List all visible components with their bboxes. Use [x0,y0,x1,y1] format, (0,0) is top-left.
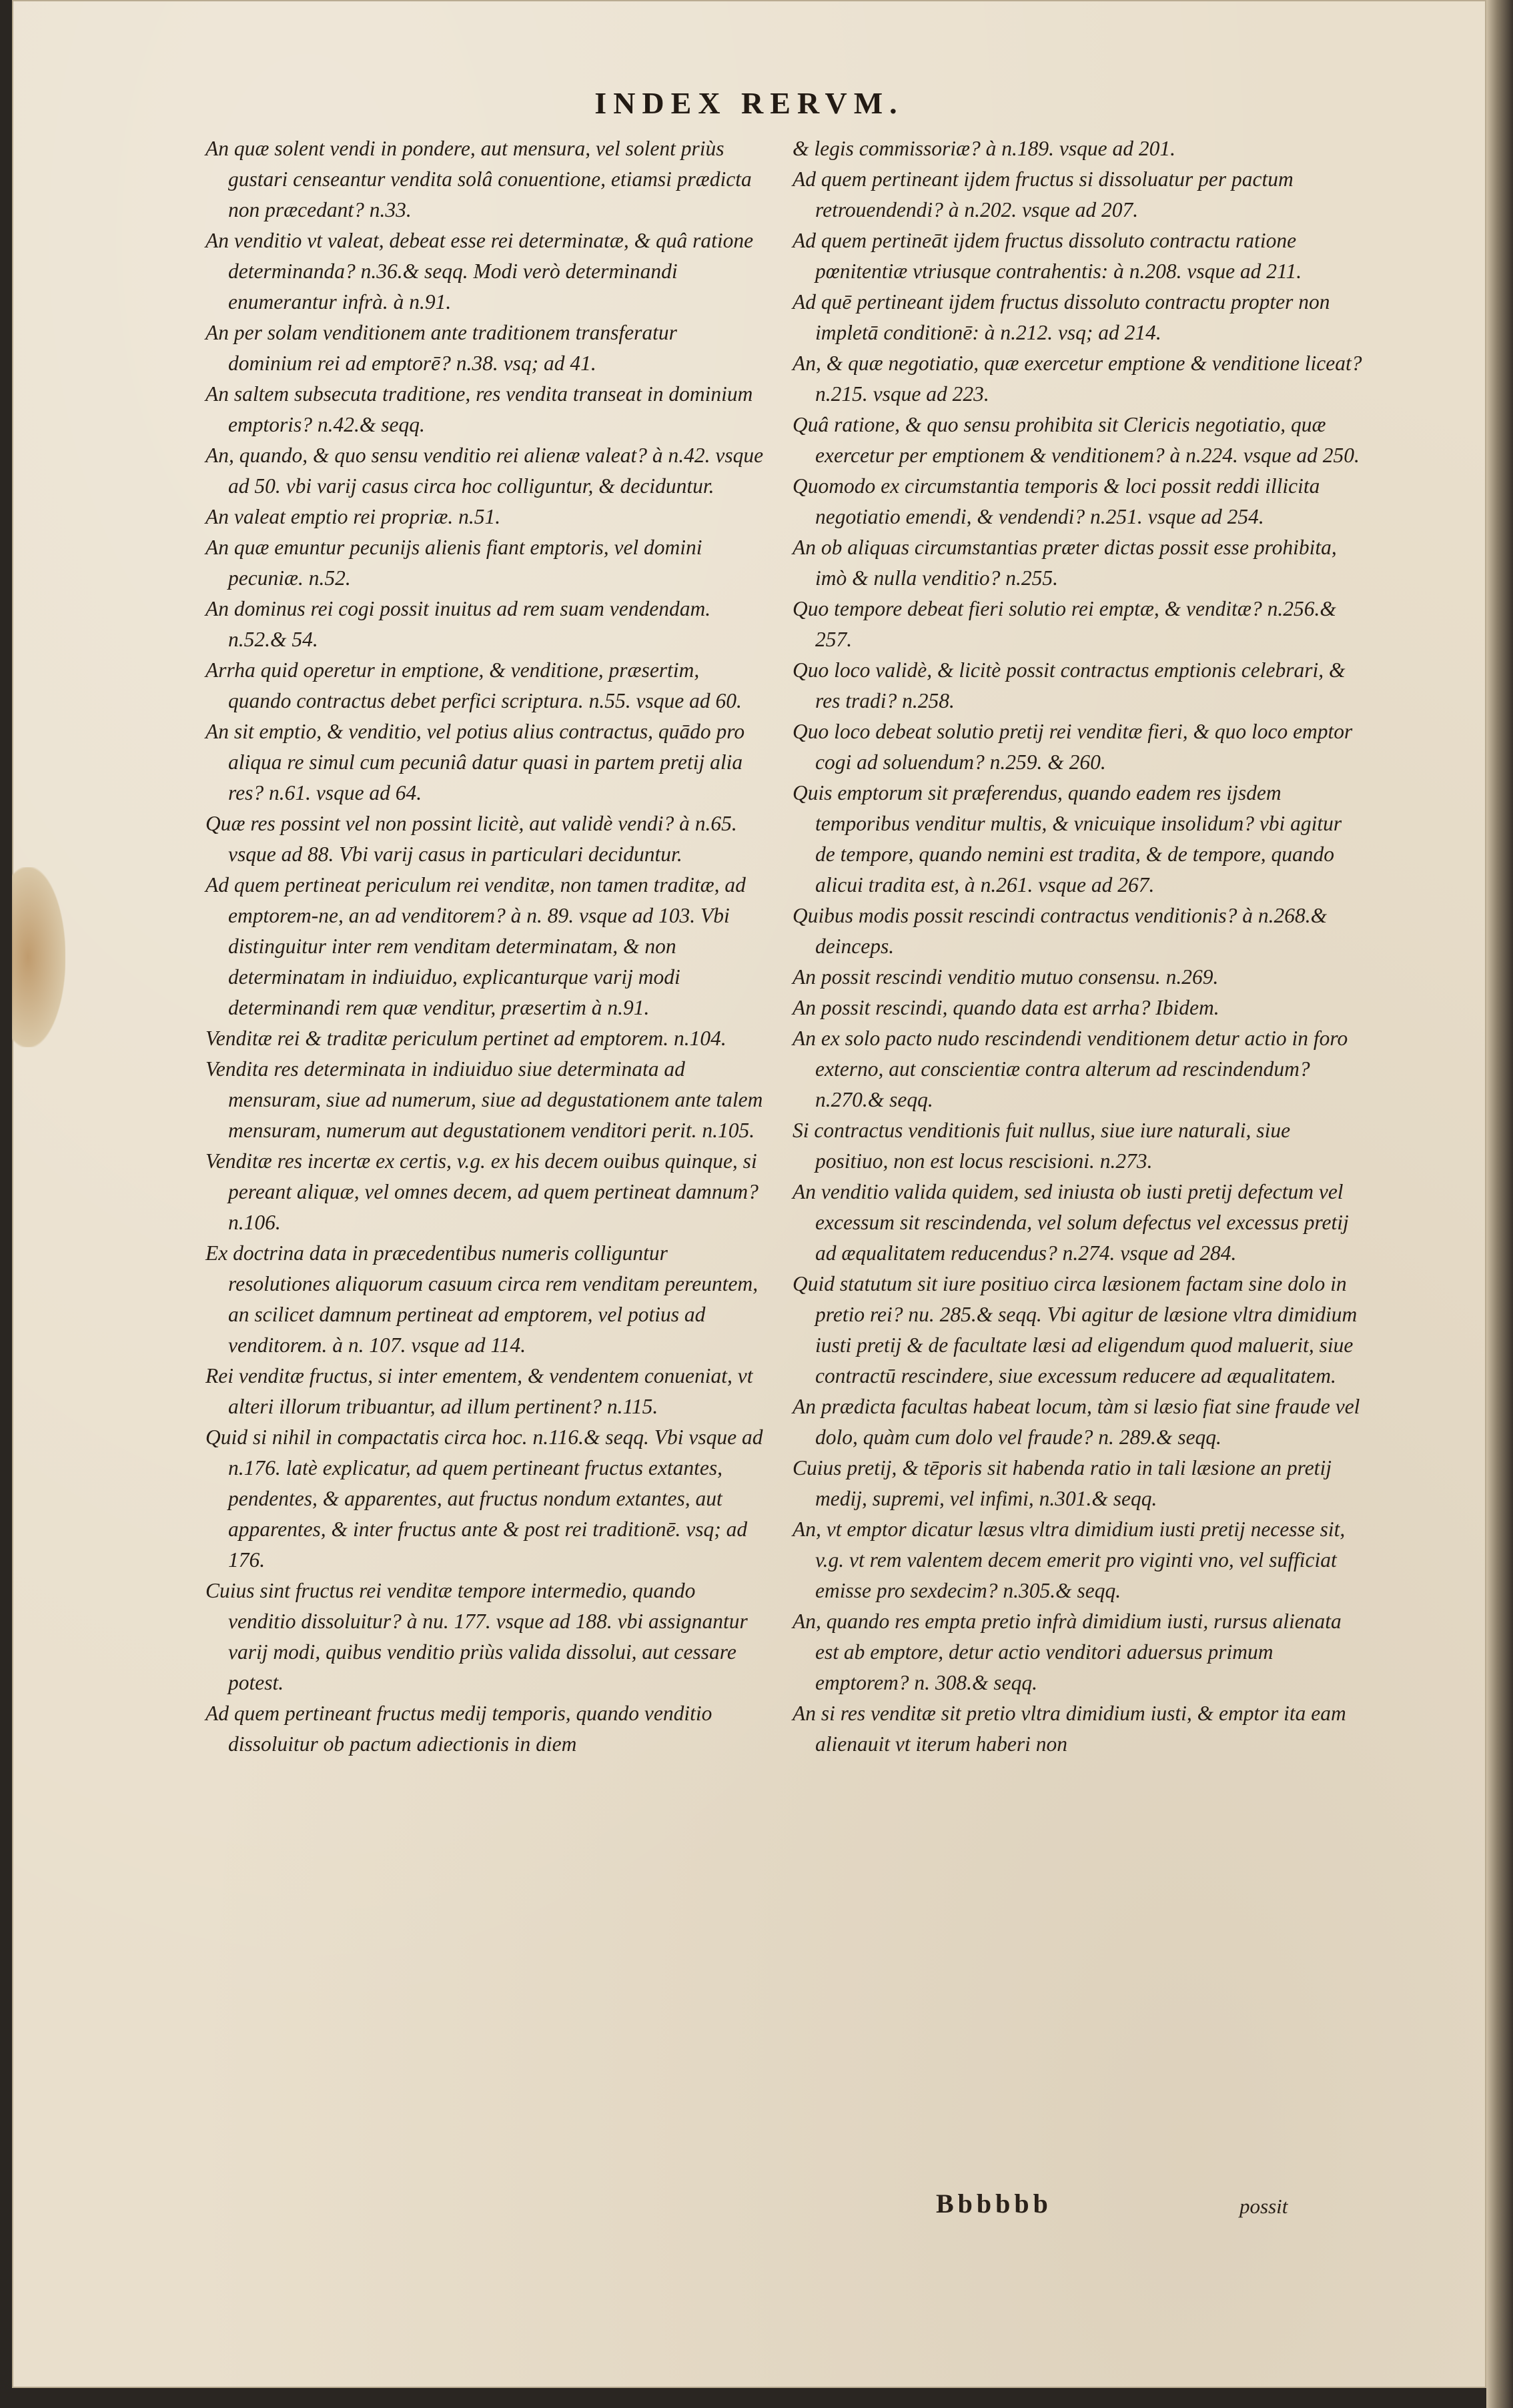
index-entry: An ob aliquas circumstantias præter dictas possit esse prohibita, imò & nulla venditio? n.255. [793,536,1337,590]
index-entry: Cuius pretij, & tēporis sit habenda ratio in tali læsione an pretij medij, supremi, vel infimi, n.301.& seqq. [793,1456,1332,1510]
index-entry: Venditæ rei & traditæ periculum pertinet ad emptorem. n.104. [205,1027,726,1050]
index-entry: An sit emptio, & venditio, vel potius alius contractus, quādo pro aliqua re simul cum pecuniâ datur quasi in partem pretij alia res? n.61. vsque ad 64. [205,720,745,804]
index-entry: An prædicta facultas habeat locum, tàm si læsio fiat sine fraude vel dolo, quàm cum dolo vel fraude? n. 289.& seqq. [793,1395,1360,1449]
index-entry: Cuius sint fructus rei venditæ tempore intermedio, quando venditio dissoluitur? à nu. 177. vsque ad 188. vbi assignantur varij modi, quibus venditio priùs valida dissolui, aut cessare potest. [205,1579,748,1694]
index-entry: Quo tempore debeat fieri solutio rei emptæ, & venditæ? n.256.& 257. [793,597,1336,651]
index-entry: An valeat emptio rei propriæ. n.51. [205,505,501,528]
index-entry: Ad quē pertineant ijdem fructus dissoluto contractu propter non impletā conditionē: à n.212. vsq; ad 214. [793,290,1330,344]
index-entry: Si contractus venditionis fuit nullus, siue iure naturali, siue positiuo, non est locus rescisioni. n.273. [793,1119,1291,1173]
book-page [12,0,1486,2388]
catchword: possit [1239,2195,1288,2218]
signature-mark: Bbbbbb [936,2189,1052,2219]
index-entry: An venditio vt valeat, debeat esse rei determinatæ, & quâ ratione determinanda? n.36.& seqq. Modi verò determinandi enumerantur infrà. à n.91. [205,229,754,314]
index-entry: Rei venditæ fructus, si inter ementem, & vendentem conueniat, vt alteri illorum tribuantur, ad illum pertinent? n.115. [205,1364,753,1418]
paper-stain [12,867,65,1047]
index-entry: & legis commissoriæ? à n.189. vsque ad 201. [793,137,1175,160]
index-entry: Ad quem pertineant fructus medij temporis, quando venditio dissoluitur ob pactum adiectionis in diem [205,1702,712,1756]
index-entry: An, quando, & quo sensu venditio rei alienæ valeat? à n.42. vsque ad 50. vbi varij casus circa hoc colliguntur, & deciduntur. [205,444,764,498]
index-entry: An, & quæ negotiatio, quæ exercetur emptione & venditione liceat? n.215. vsque ad 223. [793,352,1362,406]
index-entry: An per solam venditionem ante traditionem transferatur dominium rei ad emptorē? n.38. vsq; ad 41. [205,321,677,375]
index-entry: Quo loco debeat solutio pretij rei venditæ fieri, & quo loco emptor cogi ad soluendum? n.259. & 260. [793,720,1353,774]
index-entry: An venditio valida quidem, sed iniusta ob iusti pretij defectum vel excessum sit rescindenda, vel solum defectus vel excessus pretij ad æqualitatem reducendus? n.274. vsque ad 284. [793,1180,1349,1265]
index-entry: An, quando res empta pretio infrà dimidium iusti, rursus alienata est ab emptore, detur actio venditori aduersus primum emptorem? n. 308.& seqq. [793,1610,1342,1694]
index-entry: Quo loco validè, & licitè possit contractus emptionis celebrari, & res tradi? n.258. [793,658,1346,712]
index-entry: Ad quem pertineant ijdem fructus si dissoluatur per pactum retrouendendi? à n.202. vsque ad 207. [793,167,1294,221]
index-entry: Quid statutum sit iure positiuo circa læsionem factam sine dolo in pretio rei? nu. 285.& seqq. Vbi agitur de læsione vltra dimidium iusti pretij & de facultate læsi ad eligendum quod maluerit, siue contractū rescindere, siue excessum reducere ad æqualitatem. [793,1272,1358,1387]
index-entry: Ad quem pertineāt ijdem fructus dissoluto contractu ratione pœnitentiæ vtriusque contrahentis: à n.208. vsque ad 211. [793,229,1302,283]
page-edge-shadow [1486,0,1513,2408]
index-entry: Quid si nihil in compactatis circa hoc. n.116.& seqq. Vbi vsque ad n.176. latè explicatur, ad quem pertineant fructus extantes, pendentes, & apparentes, aut fructus nondum extantes, aut apparentes, & inter fructus ante & post rei traditionē. vsq; ad 176. [205,1425,763,1572]
index-entry: Quis emptorum sit præferendus, quando eadem res ijsdem temporibus venditur multis, & vnicuique insolidum? vbi agitur de tempore, quando nemini est tradita, & de tempore, quando alicui tradita est, à n.261. vsque ad 267. [793,781,1342,896]
index-entry: Vendita res determinata in indiuiduo siue determinata ad mensuram, siue ad numerum, siue ad degustationem ante talem mensuram, numerum aut degustationem venditori perit. n.105. [205,1057,763,1142]
index-entry: Venditæ res incertæ ex certis, v.g. ex his decem ouibus quinque, si pereant aliquæ, vel omnes decem, ad quem pertineat damnum? n.106. [205,1149,759,1234]
index-entry: An, vt emptor dicatur læsus vltra dimidium iusti pretij necesse sit, v.g. vt rem valentem decem emerit pro viginti vno, vel sufficiat emisse pro sexdecim? n.305.& seqq. [793,1518,1346,1602]
index-entry: An ex solo pacto nudo rescindendi venditionem detur actio in foro externo, aut conscientiæ contra alterum ad rescindendum? n.270.& seqq. [793,1027,1348,1111]
index-entry: Quomodo ex circumstantia temporis & loci possit reddi illicita negotiatio emendi, & vendendi? n.251. vsque ad 254. [793,474,1320,528]
index-column-right [793,133,1366,1760]
index-column-left [205,133,766,1760]
index-entry: An possit rescindi venditio mutuo consensu. n.269. [793,965,1219,989]
running-head: INDEX RERVM. [594,86,904,120]
index-entry: Quâ ratione, & quo sensu prohibita sit Clericis negotiatio, quæ exercetur per emptionem & venditionem? à n.224. vsque ad 250. [793,413,1360,467]
index-entry: Quibus modis possit rescindi contractus venditionis? à n.268.& deinceps. [793,904,1328,958]
index-entry: An possit rescindi, quando data est arrha? Ibidem. [793,996,1219,1019]
index-entry: An quæ solent vendi in pondere, aut mensura, vel solent priùs gustari censeantur vendita solâ conuentione, etiamsi prædicta non præcedant? n.33. [205,137,752,221]
index-entry: Quæ res possint vel non possint licitè, aut validè vendi? à n.65. vsque ad 88. Vbi varij casus in particulari deciduntur. [205,812,737,866]
index-entry: An si res venditæ sit pretio vltra dimidium iusti, & emptor ita eam alienauit vt iterum haberi non [793,1702,1346,1756]
index-entry: Arrha quid operetur in emptione, & venditione, præsertim, quando contractus debet perfici scriptura. n.55. vsque ad 60. [205,658,742,712]
index-entry: An saltem subsecuta traditione, res vendita transeat in dominium emptoris? n.42.& seqq. [205,382,753,436]
index-entry: Ad quem pertineat periculum rei venditæ, non tamen traditæ, ad emptorem-ne, an ad venditorem? à n. 89. vsque ad 103. Vbi distinguitur inter rem venditam determinatam, & non determinatam in indiuiduo, explicanturque varij modi determinandi rem quæ venditur, præsertim à n.91. [205,873,746,1019]
index-entry: Ex doctrina data in præcedentibus numeris colliguntur resolutiones aliquorum casuum circa rem venditam pereuntem, an scilicet damnum pertineat ad emptorem, vel potius ad venditorem. à n. 107. vsque ad 114. [205,1241,759,1357]
index-entry: An quæ emuntur pecunijs alienis fiant emptoris, vel domini pecuniæ. n.52. [205,536,702,590]
index-entry: An dominus rei cogi possit inuitus ad rem suam vendendam. n.52.& 54. [205,597,711,651]
